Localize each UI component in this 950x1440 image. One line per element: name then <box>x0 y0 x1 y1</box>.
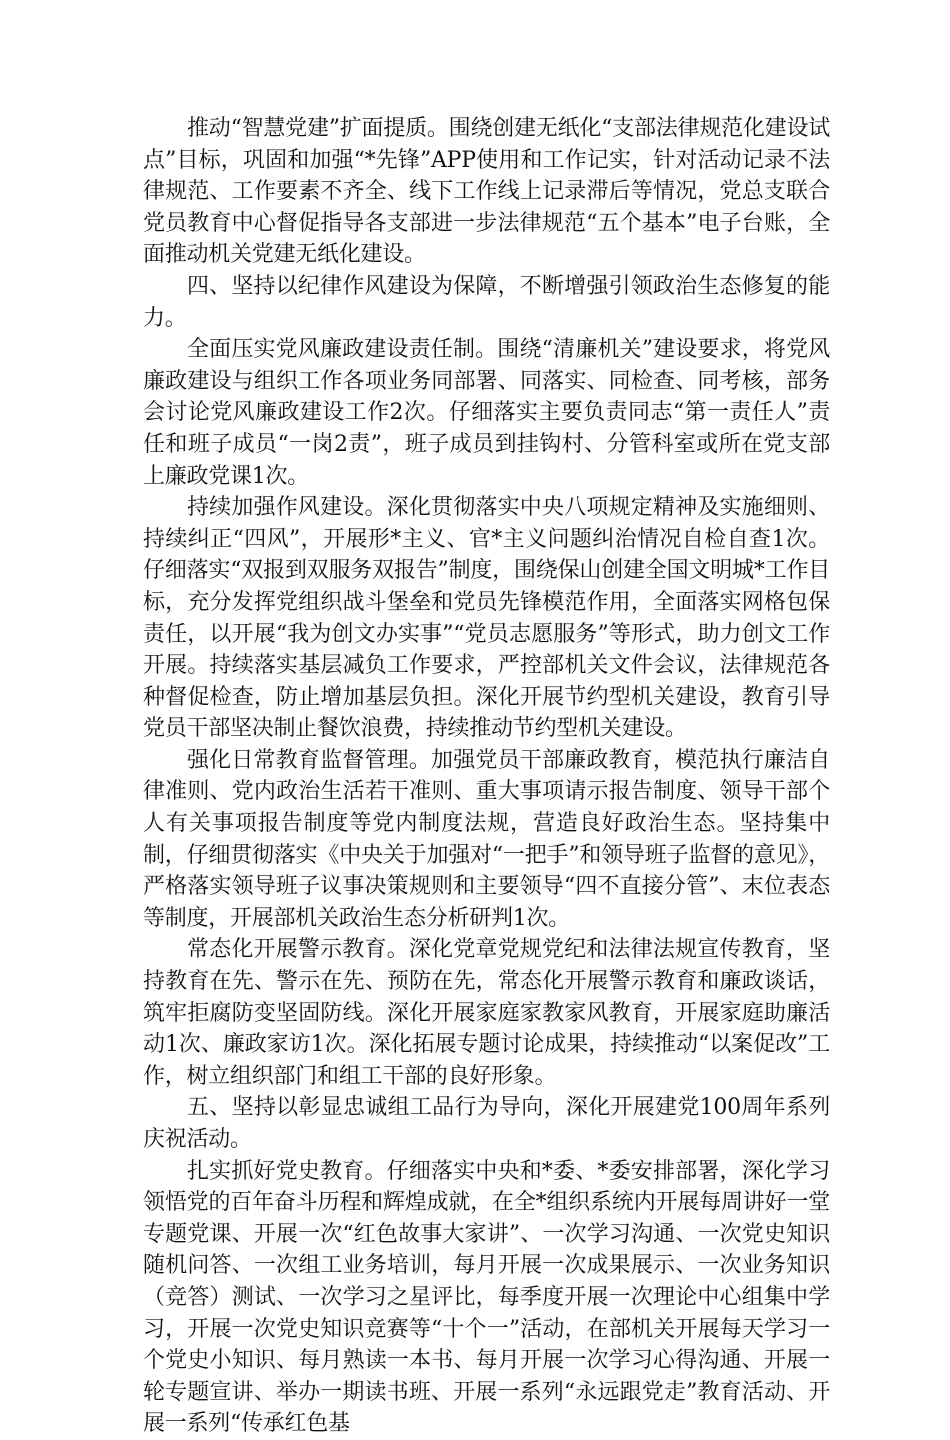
paragraph-work-style: 持续加强作风建设。深化贯彻落实中央八项规定精神及实施细则、持续纠正“四风”，开展形*主义、官*主义问题纠治情况自检自查1次。仔细落实“双报到双服务双报告”制度，围绕保山创建全国文明城*工作目标，充分发挥党组织战斗堡垒和党员先锋模范作用，全面落实网格包保责任，以开展“我为创文办实事”“党员志愿服务”等形式，助力创文工作开展。持续落实基层减负工作要求，严控部机关文件会议，法律规范各种督促检查，防止增加基层负担。深化开展节约型机关建设，教育引导党员干部坚决制止餐饮浪费，持续推动节约型机关建设。 <box>143 495 830 742</box>
paragraph-clean-governance-responsibility: 全面压实党风廉政建设责任制。围绕“清廉机关”建设要求，将党风廉政建设与组织工作各项业务同部署、同落实、同检查、同考核，部务会讨论党风廉政建设工作2次。仔细落实主要负责同志“第一责任人”责任和班子成员“一岗2责”，班子成员到挂钩村、分管科室或所在党支部上廉政党课1次。 <box>143 337 830 489</box>
paragraph-daily-supervision: 强化日常教育监督管理。加强党员干部廉政教育，模范执行廉洁自律准则、党内政治生活若干准则、重大事项请示报告制度、领导干部个人有关事项报告制度等党内制度法规，营造良好政治生态。坚持集中制，仔细贯彻落实《中央关于加强对“一把手”和领导班子监督的意见》，严格落实领导班子议事决策规则和主要领导“四不直接分管”、末位表态等制度，开展部机关政治生态分析研判1次。 <box>143 747 830 931</box>
section-heading-four: 四、坚持以纪律作风建设为保障，不断增强引领政治生态修复的能力。 <box>143 273 830 331</box>
section-heading-five: 五、坚持以彰显忠诚组工品行为导向，深化开展建党100周年系列庆祝活动。 <box>143 1095 830 1152</box>
document-body <box>143 113 830 1440</box>
paragraph-smart-party-building: 推动“智慧党建”扩面提质。围绕创建无纸化“支部法律规范化建设试点”目标，巩固和加强“*先锋”APP使用和工作记实，针对活动记录不法律规范、工作要素不齐全、线下工作线上记录滞后等情况，党总支联合党员教育中心督促指导各支部进一步法律规范“五个基本”电子台账，全面推动机关党建无纸化建设。 <box>143 116 830 268</box>
paragraph-warning-education: 常态化开展警示教育。深化党章党规党纪和法律法规宣传教育，坚持教育在先、警示在先、预防在先，常态化开展警示教育和廉政谈话，筑牢拒腐防变坚固防线。深化开展家庭家教家风教育，开展家庭助廉活动1次、廉政家访1次。深化拓展专题讨论成果，持续推动“以案促改”工作，树立组织部门和组工干部的良好形象。 <box>143 937 830 1089</box>
paragraph-party-history-education: 扎实抓好党史教育。仔细落实中央和*委、*委安排部署，深化学习领悟党的百年奋斗历程和辉煌成就，在全*组织系统内开展每周讲好一堂专题党课、开展一次“红色故事大家讲”、一次学习沟通、一次党史知识随机问答、一次组工业务培训，每月开展一次成果展示、一次业务知识（竞答）测试、一次学习之星评比，每季度开展一次理论中心组集中学习，开展一次党史知识竞赛等“十个一”活动，在部机关开展每天学习一个党史小知识、每月熟读一本书、每月开展一次学习心得沟通、开展一轮专题宣讲、举办一期读书班、开展一系列“永远跟党走”教育活动、开展一系列“传承红色基 <box>143 1158 830 1437</box>
